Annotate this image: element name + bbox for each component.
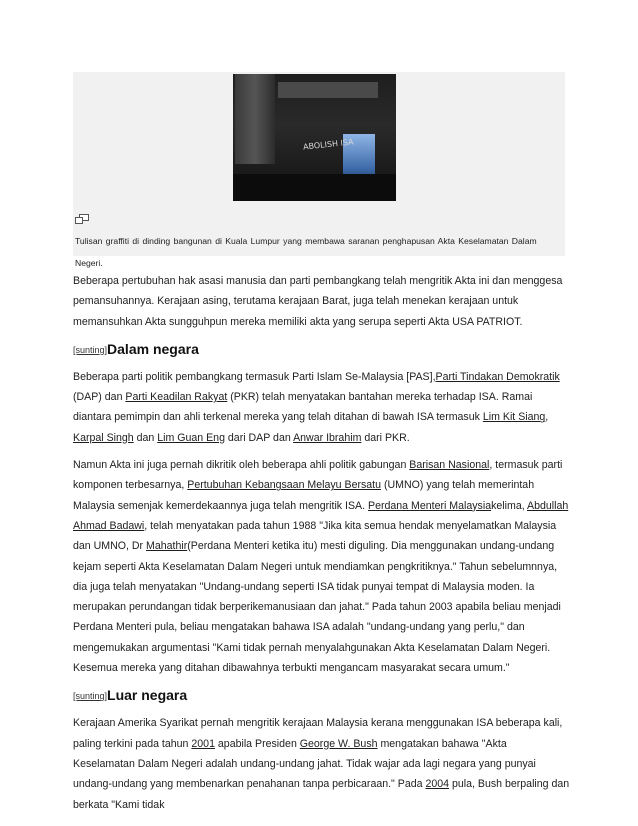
text-run: Kerajaan Amerika Syarikat pernah mengritik kerajaan Malaysia kerana menggunakan ISA beberapa kali, paling terkini pada tahun (73, 717, 563, 750)
text-run: kelima, (491, 499, 528, 512)
paragraph (73, 367, 570, 448)
link-2001[interactable]: 2001 (191, 737, 215, 750)
text-run: mengatakan bahawa "Akta Keselamatan Dalam Negeri adalah undang-undang jahat. Tidak wajar ada lagi negara yang punyai undang-undang yang membenarkan penahanan tanpa perbicaraan." Pada (73, 737, 536, 791)
section-heading-luar-negara (73, 685, 570, 707)
section-heading-dalam-negara (73, 339, 570, 361)
photo-signboard (278, 82, 378, 98)
intro-paragraph: Beberapa pertubuhan hak asasi manusia dan parti pembangkang telah mengritik Akta ini dan menggesa pemansuhannya. Kerajaan asing, terutama kerajaan Barat, juga telah menekan kerajaan untuk memansuhkan Akta sungguhpun mereka memiliki akta yang serupa seperti Akta USA PATRIOT. (73, 275, 563, 328)
edit-link[interactable]: [sunting] (73, 344, 108, 355)
link-anwar-ibrahim[interactable]: Anwar Ibrahim (293, 431, 362, 444)
link-karpal-singh[interactable]: Karpal Singh (73, 431, 134, 444)
link-lim-kit-siang[interactable]: Lim Kit Siang (482, 411, 546, 424)
edit-link[interactable]: [sunting] (73, 691, 108, 702)
link-abdullah-badawi[interactable]: Abdullah Ahmad Badawi (73, 499, 569, 532)
image-caption: Tulisan graffiti di dinding bangunan di Kuala Lumpur yang membawa saranan penghapusan Akta Keselamatan Dalam Negeri. (75, 236, 537, 268)
text-run: , (545, 411, 549, 424)
link-perdana-menteri[interactable]: Perdana Menteri Malaysia (368, 499, 492, 512)
link-dap[interactable]: Parti Tindakan Demokratik (435, 370, 560, 383)
text-run: dari PKR. (361, 431, 410, 444)
graffiti-photo[interactable] (233, 74, 396, 201)
text-run: Beberapa parti politik pembangkang termasuk Parti Islam Se-Malaysia [PAS], (73, 370, 436, 383)
text-run: dari DAP dan (224, 431, 294, 444)
section-title: Dalam negara (107, 340, 199, 357)
image-figure (73, 72, 565, 268)
section-title: Luar negara (107, 687, 188, 704)
text-run: (Perdana Menteri ketika itu) mesti diguling. Dia menggunakan undang-undang kejam seperti Akta Keselamatan Dalam Negeri untuk mendiamkan pengkritiknya." Tahun sebelumnnya, dia juga telah menyatakan "Undang-undang seperti ISA tidak punyai tempat di Malaysia moden. Ia merupakan perundangan tidak berperikemanusiaan dan jahat." Pada tahun 2003 apabila beliau menjadi Perdana Menteri pula, beliau mengatakan bahawa ISA adalah "undang-undang yang perlu," dan mengemukakan argumentasi "Kami tidak pernah menyalahgunakan Akta Keselamatan Dalam Negeri. Kesemua mereka yang ditahan dibawahnya terbukti mengancam masyarakat secara umum." (73, 540, 561, 675)
text-run: , telah menyatakan pada tahun 1988 "Jika kita semua hendak menyelamatkan Malaysia dan UMNO, Dr (73, 519, 557, 553)
text-run: pula, Bush berpaling dan berkata "Kami tidak (73, 778, 570, 811)
text-run: (UMNO) yang telah memerintah Malaysia semenjak kemerdekaannya juga telah mengritik ISA. (73, 479, 535, 512)
link-george-w-bush[interactable]: George W. Bush (299, 737, 378, 750)
photo-pillar (235, 74, 275, 164)
text-run: , termasuk parti komponen terbesarnya, (73, 459, 563, 492)
link-mahathir[interactable]: Mahathir (146, 540, 188, 553)
text-run: dan (133, 431, 158, 444)
paragraph (73, 455, 570, 678)
text-run: Namun Akta ini juga pernah dikritik oleh beberapa ahli politik gabungan (73, 459, 410, 472)
paragraph (73, 713, 570, 814)
photo-floor (233, 174, 396, 201)
link-barisan-nasional[interactable]: Barisan Nasional (409, 459, 490, 472)
text-run: (DAP) dan (73, 391, 126, 404)
article-body (73, 271, 570, 822)
graffiti-text: ABOLISH ISA (302, 137, 354, 152)
link-lim-guan-eng[interactable]: Lim Guan Eng (157, 431, 225, 444)
link-umno[interactable]: Pertubuhan Kebangsaan Melayu Bersatu (187, 479, 382, 492)
link-pkr[interactable]: Parti Keadilan Rakyat (125, 391, 228, 404)
link-2004[interactable]: 2004 (425, 778, 450, 791)
text-run: (PKR) telah menyatakan bantahan mereka terhadap ISA. Ramai diantara pemimpin dan ahli terkenal mereka yang telah ditahan di bawah ISA termasuk (73, 391, 533, 424)
enlarge-icon[interactable] (75, 211, 89, 221)
text-run: apabila Presiden (214, 737, 300, 750)
